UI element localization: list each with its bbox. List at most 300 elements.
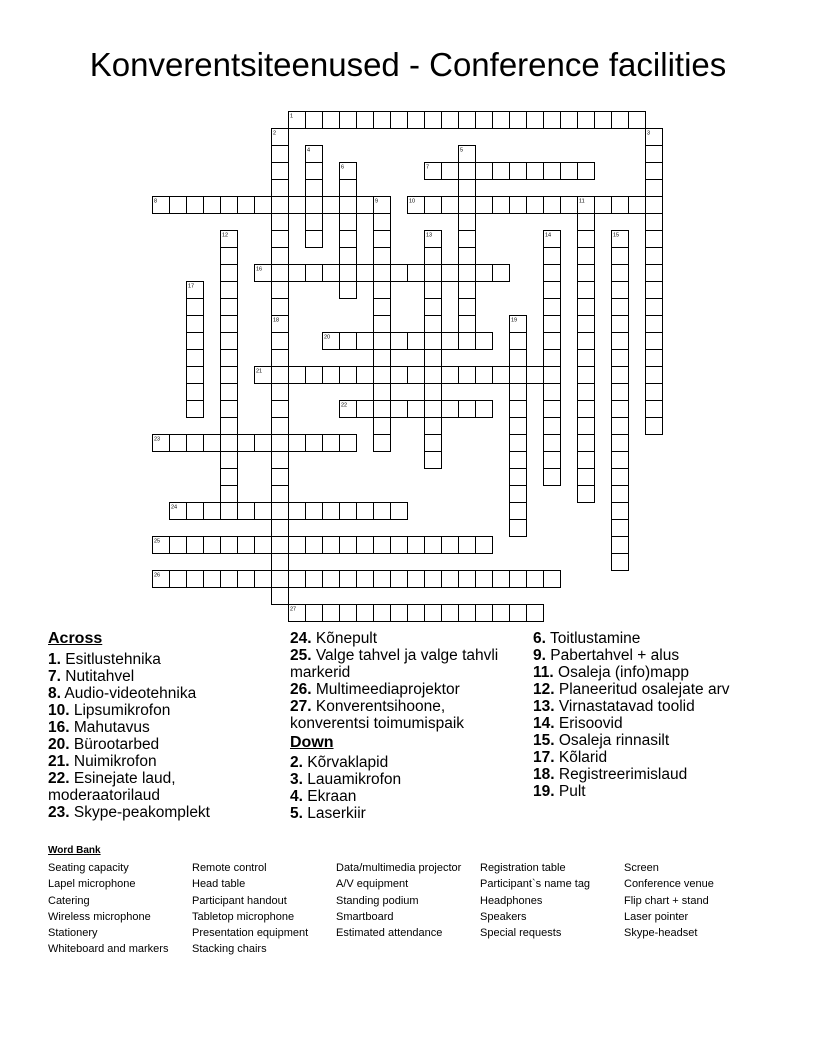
grid-cell[interactable] [238,503,255,520]
grid-cell[interactable] [578,367,595,384]
grid-cell[interactable] [442,537,459,554]
grid-cell[interactable] [595,112,612,129]
grid-cell[interactable] [289,537,306,554]
grid-cell[interactable] [459,197,476,214]
grid-cell[interactable] [391,605,408,622]
grid-cell[interactable] [272,350,289,367]
grid-cell[interactable] [646,316,663,333]
grid-cell[interactable] [374,401,391,418]
grid-cell[interactable] [374,537,391,554]
grid-cell[interactable] [476,163,493,180]
grid-cell[interactable] [255,435,272,452]
grid-cell[interactable] [323,265,340,282]
grid-cell[interactable] [340,214,357,231]
grid-cell[interactable] [544,401,561,418]
grid-cell[interactable] [459,605,476,622]
grid-cell[interactable] [221,401,238,418]
grid-cell[interactable] [527,163,544,180]
grid-cell[interactable] [459,282,476,299]
grid-cell[interactable] [476,605,493,622]
grid-cell[interactable] [578,486,595,503]
grid-cell[interactable] [646,350,663,367]
grid-cell[interactable] [544,299,561,316]
grid-cell[interactable] [340,503,357,520]
grid-cell[interactable] [272,299,289,316]
grid-cell[interactable] [221,503,238,520]
grid-cell[interactable] [221,418,238,435]
grid-cell[interactable] [357,112,374,129]
grid-cell[interactable] [425,299,442,316]
grid-cell[interactable] [612,418,629,435]
grid-cell[interactable] [646,418,663,435]
grid-cell[interactable] [510,435,527,452]
grid-cell[interactable] [578,316,595,333]
grid-cell[interactable] [374,282,391,299]
grid-cell[interactable] [425,537,442,554]
grid-cell[interactable] [204,435,221,452]
grid-cell[interactable] [595,197,612,214]
grid-cell[interactable] [493,163,510,180]
grid-cell[interactable] [272,588,289,605]
grid-cell[interactable] [442,333,459,350]
grid-cell[interactable] [408,112,425,129]
grid-cell[interactable] [340,112,357,129]
grid-cell[interactable] [510,486,527,503]
grid-cell[interactable] [510,418,527,435]
grid-cell[interactable] [374,112,391,129]
grid-cell[interactable] [272,537,289,554]
grid-cell[interactable] [187,316,204,333]
grid-cell[interactable] [374,214,391,231]
grid-cell[interactable] [306,367,323,384]
grid-cell[interactable] [425,571,442,588]
grid-cell[interactable] [476,333,493,350]
grid-cell[interactable] [221,299,238,316]
grid-cell[interactable] [476,197,493,214]
grid-cell[interactable] [612,333,629,350]
grid-cell[interactable] [306,571,323,588]
grid-cell[interactable] [374,435,391,452]
grid-cell[interactable] [408,571,425,588]
grid-cell[interactable] [374,248,391,265]
grid-cell[interactable] [510,503,527,520]
grid-cell[interactable] [493,112,510,129]
grid-cell[interactable] [578,435,595,452]
grid-cell[interactable] [612,469,629,486]
grid-cell[interactable] [476,112,493,129]
grid-cell[interactable] [527,367,544,384]
grid-cell[interactable] [544,265,561,282]
grid-cell[interactable] [357,605,374,622]
grid-cell[interactable] [255,537,272,554]
grid-cell[interactable] [425,197,442,214]
grid-cell[interactable] [459,571,476,588]
grid-cell[interactable] [646,299,663,316]
grid-cell[interactable] [578,248,595,265]
grid-cell[interactable] [459,214,476,231]
grid-cell[interactable] [544,452,561,469]
grid-cell[interactable] [442,605,459,622]
grid-cell[interactable] [204,571,221,588]
grid-cell[interactable] [527,605,544,622]
grid-cell[interactable] [187,333,204,350]
grid-cell[interactable] [510,605,527,622]
grid-cell[interactable] [221,435,238,452]
grid-cell[interactable] [629,112,646,129]
grid-cell[interactable] [544,163,561,180]
grid-cell[interactable] [357,571,374,588]
grid-cell[interactable] [561,112,578,129]
grid-cell[interactable] [357,265,374,282]
grid-cell[interactable] [323,537,340,554]
grid-cell[interactable] [170,537,187,554]
grid-cell[interactable] [187,401,204,418]
grid-cell[interactable] [646,384,663,401]
grid-cell[interactable] [646,180,663,197]
grid-cell[interactable] [272,282,289,299]
grid-cell[interactable] [187,299,204,316]
grid-cell[interactable] [221,367,238,384]
grid-cell[interactable] [255,197,272,214]
grid-cell[interactable] [510,333,527,350]
grid-cell[interactable] [408,333,425,350]
grid-cell[interactable] [204,537,221,554]
grid-cell[interactable] [612,537,629,554]
grid-cell[interactable] [578,401,595,418]
grid-cell[interactable] [476,571,493,588]
grid-cell[interactable] [374,350,391,367]
grid-cell[interactable] [578,265,595,282]
grid-cell[interactable] [221,486,238,503]
grid-cell[interactable] [425,282,442,299]
grid-cell[interactable] [306,265,323,282]
grid-cell[interactable] [340,435,357,452]
grid-cell[interactable] [357,333,374,350]
grid-cell[interactable] [391,401,408,418]
grid-cell[interactable] [255,571,272,588]
grid-cell[interactable] [340,571,357,588]
grid-cell[interactable] [272,146,289,163]
grid-cell[interactable] [408,401,425,418]
grid-cell[interactable] [578,282,595,299]
grid-cell[interactable] [493,367,510,384]
grid-cell[interactable] [510,520,527,537]
grid-cell[interactable] [493,605,510,622]
grid-cell[interactable] [544,197,561,214]
grid-cell[interactable] [442,367,459,384]
grid-cell[interactable] [510,367,527,384]
grid-cell[interactable] [323,367,340,384]
grid-cell[interactable] [612,503,629,520]
grid-cell[interactable] [578,112,595,129]
grid-cell[interactable] [425,452,442,469]
grid-cell[interactable] [357,367,374,384]
grid-cell[interactable] [612,384,629,401]
grid-cell[interactable] [221,333,238,350]
grid-cell[interactable] [289,503,306,520]
grid-cell[interactable] [221,282,238,299]
grid-cell[interactable] [272,554,289,571]
grid-cell[interactable] [272,384,289,401]
grid-cell[interactable] [544,282,561,299]
grid-cell[interactable] [408,605,425,622]
grid-cell[interactable] [170,197,187,214]
grid-cell[interactable] [544,112,561,129]
grid-cell[interactable] [578,452,595,469]
grid-cell[interactable] [646,248,663,265]
grid-cell[interactable] [493,265,510,282]
grid-cell[interactable] [221,452,238,469]
grid-cell[interactable] [510,401,527,418]
grid-cell[interactable] [238,197,255,214]
grid-cell[interactable] [408,265,425,282]
grid-cell[interactable] [544,248,561,265]
grid-cell[interactable] [289,435,306,452]
grid-cell[interactable] [459,248,476,265]
grid-cell[interactable] [425,435,442,452]
grid-cell[interactable] [459,316,476,333]
grid-cell[interactable] [459,231,476,248]
grid-cell[interactable] [578,350,595,367]
grid-cell[interactable] [425,367,442,384]
grid-cell[interactable] [374,571,391,588]
grid-cell[interactable] [272,401,289,418]
grid-cell[interactable] [340,265,357,282]
grid-cell[interactable] [425,316,442,333]
grid-cell[interactable] [391,333,408,350]
grid-cell[interactable] [510,350,527,367]
grid-cell[interactable] [612,299,629,316]
grid-cell[interactable] [187,537,204,554]
grid-cell[interactable] [646,163,663,180]
grid-cell[interactable] [306,605,323,622]
grid-cell[interactable] [357,197,374,214]
grid-cell[interactable] [527,112,544,129]
grid-cell[interactable] [612,452,629,469]
grid-cell[interactable] [272,571,289,588]
grid-cell[interactable] [578,384,595,401]
grid-cell[interactable] [425,248,442,265]
grid-cell[interactable] [646,231,663,248]
grid-cell[interactable] [238,435,255,452]
grid-cell[interactable] [425,384,442,401]
grid-cell[interactable] [238,537,255,554]
grid-cell[interactable] [544,350,561,367]
grid-cell[interactable] [340,231,357,248]
grid-cell[interactable] [391,112,408,129]
grid-cell[interactable] [272,486,289,503]
grid-cell[interactable] [442,265,459,282]
grid-cell[interactable] [612,520,629,537]
grid-cell[interactable] [646,197,663,214]
grid-cell[interactable] [374,605,391,622]
grid-cell[interactable] [493,197,510,214]
grid-cell[interactable] [510,163,527,180]
grid-cell[interactable] [459,180,476,197]
grid-cell[interactable] [510,469,527,486]
grid-cell[interactable] [612,197,629,214]
grid-cell[interactable] [578,299,595,316]
grid-cell[interactable] [221,384,238,401]
grid-cell[interactable] [544,333,561,350]
grid-cell[interactable] [612,401,629,418]
grid-cell[interactable] [510,384,527,401]
grid-cell[interactable] [612,282,629,299]
grid-cell[interactable] [510,112,527,129]
grid-cell[interactable] [476,401,493,418]
grid-cell[interactable] [527,571,544,588]
grid-cell[interactable] [459,537,476,554]
grid-cell[interactable] [442,571,459,588]
grid-cell[interactable] [425,350,442,367]
grid-cell[interactable] [272,248,289,265]
grid-cell[interactable] [527,197,544,214]
grid-cell[interactable] [340,537,357,554]
grid-cell[interactable] [221,571,238,588]
grid-cell[interactable] [510,571,527,588]
grid-cell[interactable] [221,265,238,282]
grid-cell[interactable] [459,163,476,180]
grid-cell[interactable] [646,282,663,299]
grid-cell[interactable] [374,231,391,248]
grid-cell[interactable] [323,605,340,622]
grid-cell[interactable] [323,112,340,129]
grid-cell[interactable] [289,265,306,282]
grid-cell[interactable] [272,163,289,180]
grid-cell[interactable] [374,503,391,520]
grid-cell[interactable] [306,163,323,180]
grid-cell[interactable] [187,503,204,520]
grid-cell[interactable] [425,401,442,418]
grid-cell[interactable] [425,605,442,622]
grid-cell[interactable] [442,401,459,418]
grid-cell[interactable] [306,112,323,129]
grid-cell[interactable] [272,367,289,384]
grid-cell[interactable] [323,435,340,452]
grid-cell[interactable] [459,299,476,316]
grid-cell[interactable] [391,265,408,282]
grid-cell[interactable] [374,299,391,316]
grid-cell[interactable] [204,197,221,214]
grid-cell[interactable] [306,180,323,197]
grid-cell[interactable] [459,401,476,418]
grid-cell[interactable] [323,503,340,520]
grid-cell[interactable] [459,333,476,350]
grid-cell[interactable] [374,367,391,384]
grid-cell[interactable] [544,469,561,486]
grid-cell[interactable] [340,248,357,265]
grid-cell[interactable] [187,367,204,384]
grid-cell[interactable] [289,197,306,214]
grid-cell[interactable] [646,265,663,282]
grid-cell[interactable] [629,197,646,214]
grid-cell[interactable] [221,197,238,214]
grid-cell[interactable] [272,418,289,435]
grid-cell[interactable] [340,333,357,350]
grid-cell[interactable] [340,605,357,622]
grid-cell[interactable] [391,503,408,520]
grid-cell[interactable] [646,401,663,418]
grid-cell[interactable] [459,265,476,282]
grid-cell[interactable] [578,333,595,350]
grid-cell[interactable] [272,180,289,197]
grid-cell[interactable] [340,197,357,214]
grid-cell[interactable] [612,112,629,129]
grid-cell[interactable] [272,435,289,452]
grid-cell[interactable] [391,571,408,588]
grid-cell[interactable] [425,418,442,435]
grid-cell[interactable] [374,316,391,333]
grid-cell[interactable] [646,367,663,384]
grid-cell[interactable] [272,333,289,350]
grid-cell[interactable] [306,214,323,231]
grid-cell[interactable] [255,503,272,520]
grid-cell[interactable] [612,248,629,265]
grid-cell[interactable] [289,571,306,588]
grid-cell[interactable] [221,537,238,554]
grid-cell[interactable] [204,503,221,520]
grid-cell[interactable] [561,163,578,180]
grid-cell[interactable] [289,367,306,384]
grid-cell[interactable] [578,469,595,486]
grid-cell[interactable] [374,384,391,401]
grid-cell[interactable] [612,435,629,452]
grid-cell[interactable] [357,503,374,520]
grid-cell[interactable] [544,384,561,401]
grid-cell[interactable] [272,520,289,537]
grid-cell[interactable] [187,384,204,401]
grid-cell[interactable] [306,503,323,520]
grid-cell[interactable] [306,435,323,452]
grid-cell[interactable] [187,350,204,367]
grid-cell[interactable] [544,367,561,384]
grid-cell[interactable] [221,469,238,486]
grid-cell[interactable] [442,197,459,214]
grid-cell[interactable] [323,571,340,588]
grid-cell[interactable] [544,571,561,588]
grid-cell[interactable] [612,316,629,333]
grid-cell[interactable] [612,367,629,384]
grid-cell[interactable] [340,282,357,299]
grid-cell[interactable] [612,486,629,503]
grid-cell[interactable] [612,554,629,571]
grid-cell[interactable] [612,265,629,282]
grid-cell[interactable] [221,316,238,333]
grid-cell[interactable] [272,214,289,231]
grid-cell[interactable] [408,367,425,384]
grid-cell[interactable] [374,333,391,350]
grid-cell[interactable] [357,401,374,418]
grid-cell[interactable] [272,265,289,282]
grid-cell[interactable] [578,418,595,435]
grid-cell[interactable] [442,112,459,129]
grid-cell[interactable] [391,367,408,384]
grid-cell[interactable] [544,418,561,435]
grid-cell[interactable] [510,197,527,214]
grid-cell[interactable] [221,350,238,367]
grid-cell[interactable] [374,418,391,435]
grid-cell[interactable] [272,469,289,486]
grid-cell[interactable] [272,231,289,248]
grid-cell[interactable] [459,367,476,384]
grid-cell[interactable] [272,452,289,469]
grid-cell[interactable] [476,537,493,554]
grid-cell[interactable] [170,571,187,588]
grid-cell[interactable] [459,112,476,129]
grid-cell[interactable] [544,435,561,452]
grid-cell[interactable] [561,197,578,214]
grid-cell[interactable] [340,180,357,197]
